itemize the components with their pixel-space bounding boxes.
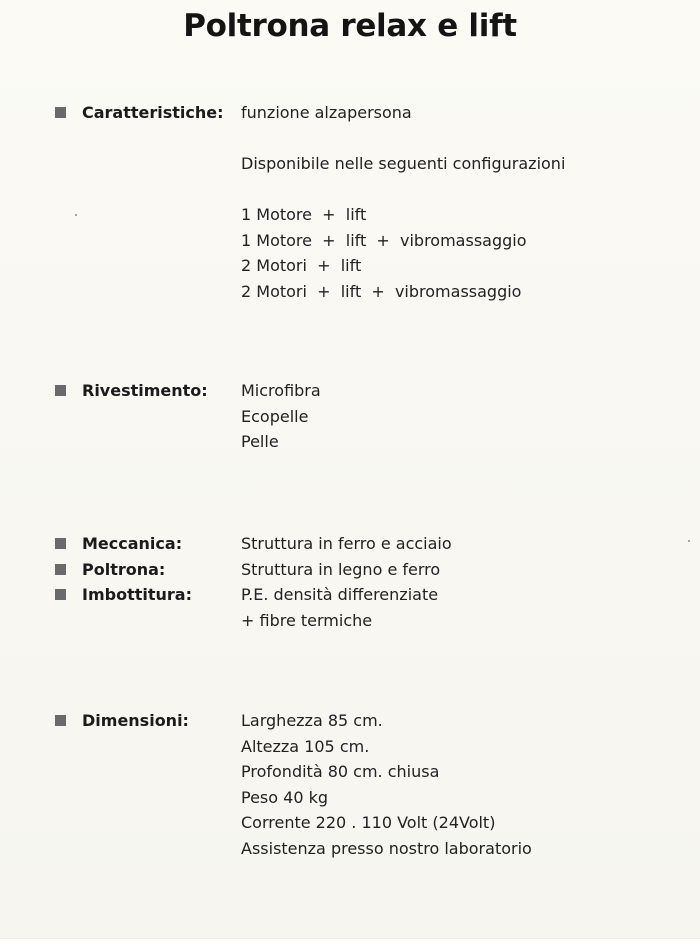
- dimensioni-item: Profondità 80 cm. chiusa: [241, 762, 440, 781]
- label-poltrona: Poltrona:: [82, 559, 166, 579]
- rivestimento-item: Pelle: [241, 432, 279, 451]
- page-bottom-edge: [0, 938, 700, 947]
- bullet-square-icon: [55, 715, 66, 726]
- poltrona-values: [241, 557, 440, 583]
- dimensioni-item: Corrente 220 . 110 Volt (24Volt): [241, 813, 496, 832]
- config-item: 1 Motore + lift + vibromassaggio: [241, 230, 527, 250]
- section-dimensioni: [0, 708, 700, 858]
- section-rivestimento: [0, 378, 700, 451]
- config-item: 2 Motori + lift: [241, 256, 362, 275]
- dimensioni-item: Altezza 105 cm.: [241, 736, 370, 756]
- config-item: 1 Motore + lift: [241, 205, 367, 224]
- dimensioni-values: [241, 708, 532, 861]
- label-dimensioni: Dimensioni:: [82, 711, 189, 730]
- bullet-square-icon: [55, 589, 66, 600]
- spec-row: [0, 582, 700, 630]
- dimensioni-item: Larghezza 85 cm.: [241, 711, 383, 730]
- caratteristiche-function: funzione alzapersona: [241, 103, 412, 122]
- bullet-square-icon: [55, 107, 66, 118]
- bullet-square-icon: [55, 385, 66, 396]
- config-item: 2 Motori + lift + vibromassaggio: [241, 281, 522, 301]
- poltrona-value: Struttura in legno e ferro: [241, 559, 441, 579]
- section-caratteristiche: [0, 100, 700, 301]
- spacer: [241, 126, 565, 152]
- imbottitura-value-extra: + fibre termiche: [241, 610, 373, 630]
- meccanica-value: Struttura in ferro e acciaio: [241, 534, 452, 553]
- bullet-square-icon: [55, 564, 66, 575]
- spec-row: [0, 378, 700, 451]
- spec-row: [0, 708, 700, 858]
- label-meccanica: Meccanica:: [82, 534, 183, 553]
- meccanica-values: [241, 531, 452, 557]
- page-title: Poltrona relax e lift: [183, 8, 517, 44]
- spec-row: [0, 531, 700, 557]
- section-imbottitura: [0, 582, 700, 630]
- section-meccanica: [0, 531, 700, 557]
- section-poltrona: [0, 557, 700, 583]
- caratteristiche-values: [241, 100, 565, 304]
- scan-speck: [75, 214, 77, 216]
- imbottitura-values: [241, 582, 438, 633]
- dimensioni-item: Peso 40 kg: [241, 787, 328, 807]
- caratteristiche-intro: Disponibile nelle seguenti configurazioni: [241, 154, 566, 173]
- bullet-square-icon: [55, 538, 66, 549]
- spec-row: [0, 557, 700, 583]
- spacer: [241, 177, 565, 203]
- label-caratteristiche: Caratteristiche:: [82, 103, 224, 122]
- label-rivestimento: Rivestimento:: [82, 381, 208, 400]
- scan-speck: [688, 540, 690, 542]
- rivestimento-values: [241, 378, 321, 455]
- rivestimento-item: Microfibra: [241, 381, 321, 400]
- dimensioni-item: Assistenza presso nostro laboratorio: [241, 838, 532, 858]
- rivestimento-item: Ecopelle: [241, 406, 309, 426]
- label-imbottitura: Imbottitura:: [82, 585, 192, 604]
- spec-row: [0, 100, 700, 301]
- imbottitura-value: P.E. densità differenziate: [241, 585, 439, 604]
